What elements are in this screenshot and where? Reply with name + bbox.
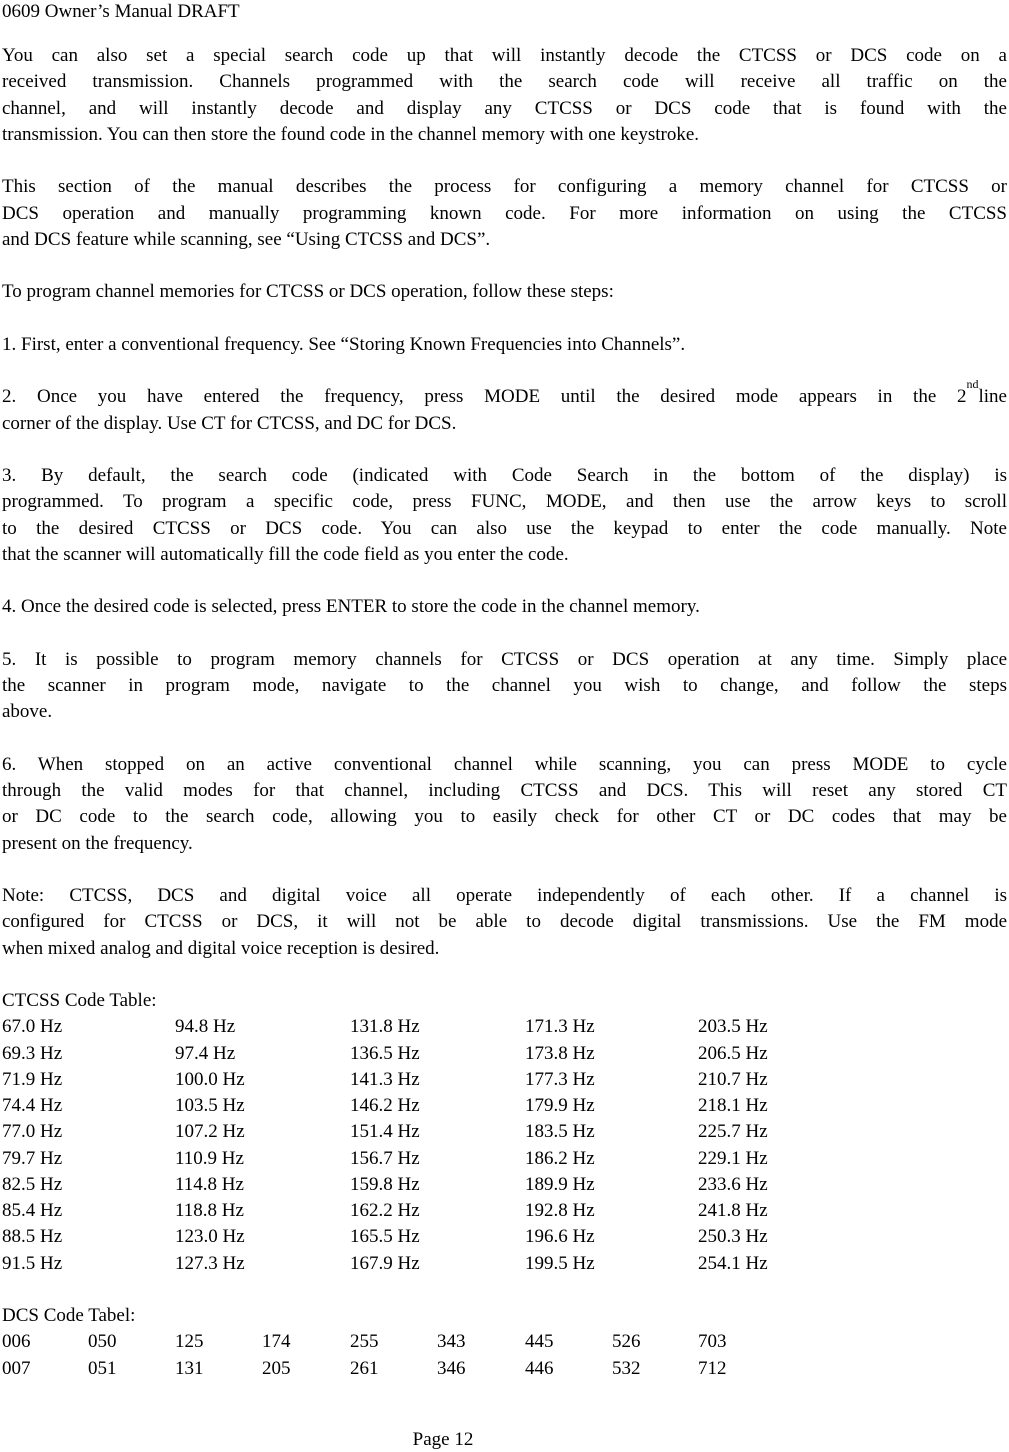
text-line: or DC code to the search code, allowing you to easily check for other CT or DC codes that may be <box>2 806 1007 828</box>
ctcss-code-cell: 71.9 Hz <box>2 1068 63 1090</box>
ctcss-code-cell: 77.0 Hz <box>2 1121 63 1143</box>
table-row <box>2 1067 1007 1093</box>
text-line: To program channel memories for CTCSS or DCS operation, follow these steps: <box>2 281 614 303</box>
dcs-code-cell: 125 <box>175 1331 204 1353</box>
table-row <box>2 1198 1007 1224</box>
ctcss-code-cell: 88.5 Hz <box>2 1226 63 1248</box>
ctcss-code-cell: 156.7 Hz <box>350 1147 420 1169</box>
page-header: 0609 Owner’s Manual DRAFT <box>2 1 240 22</box>
text-line: 4. Once the desired code is selected, press ENTER to store the code in the channel memory. <box>2 596 700 618</box>
ctcss-code-cell: 206.5 Hz <box>698 1042 768 1064</box>
ctcss-code-cell: 183.5 Hz <box>525 1121 595 1143</box>
ctcss-code-cell: 131.8 Hz <box>350 1016 420 1038</box>
ctcss-code-cell: 254.1 Hz <box>698 1252 768 1274</box>
ctcss-code-table <box>2 988 1007 1277</box>
page-number: Page 12 <box>412 1429 474 1450</box>
paragraph <box>2 43 1007 148</box>
dcs-code-cell: 006 <box>2 1331 31 1353</box>
ctcss-code-cell: 167.9 Hz <box>350 1252 420 1274</box>
text-segment: 2. Once you have entered the frequency, press MODE until the desired mode appears in the 2 <box>2 386 967 408</box>
text-line: 5. It is possible to program memory channels for CTCSS or DCS operation at any time. Simply place <box>2 648 1007 670</box>
ctcss-code-cell: 97.4 Hz <box>175 1042 236 1064</box>
text-line: that the scanner will automatically fill the code field as you enter the code. <box>2 543 569 565</box>
text-line: 6. When stopped on an active conventional channel while scanning, you can press MODE to cycle <box>2 753 1007 775</box>
text-line: 3. By default, the search code (indicated with Code Search in the bottom of the display) is <box>2 465 1007 486</box>
paragraph <box>2 594 1007 620</box>
ctcss-code-cell: 91.5 Hz <box>2 1252 63 1274</box>
dcs-code-cell: 007 <box>2 1357 31 1379</box>
ctcss-code-cell: 123.0 Hz <box>175 1226 245 1248</box>
ctcss-code-cell: 210.7 Hz <box>698 1068 768 1090</box>
ctcss-code-cell: 114.8 Hz <box>175 1173 244 1195</box>
table-row <box>2 1224 1007 1250</box>
paragraph <box>2 647 1007 726</box>
ctcss-code-cell: 118.8 Hz <box>175 1200 244 1221</box>
ctcss-code-cell: 107.2 Hz <box>175 1121 245 1143</box>
ctcss-table-title: CTCSS Code Table: <box>2 990 157 1011</box>
text-line: This section of the manual describes the process for configuring a memory channel for CTCSS or <box>2 176 1007 198</box>
text-line: the scanner in program mode, navigate to the channel you wish to change, and follow the steps <box>2 675 1007 696</box>
text-line: programmed. To program a specific code, press FUNC, MODE, and then use the arrow keys to scroll <box>2 491 1007 513</box>
ctcss-code-cell: 189.9 Hz <box>525 1173 595 1195</box>
table-row <box>2 1041 1007 1067</box>
dcs-code-cell: 526 <box>612 1331 641 1353</box>
ctcss-code-cell: 127.3 Hz <box>175 1252 245 1274</box>
ctcss-code-cell: 203.5 Hz <box>698 1016 768 1038</box>
ctcss-code-cell: 186.2 Hz <box>525 1147 595 1169</box>
ctcss-code-cell: 218.1 Hz <box>698 1095 768 1116</box>
ctcss-code-cell: 82.5 Hz <box>2 1173 63 1195</box>
ctcss-code-cell: 79.7 Hz <box>2 1147 63 1169</box>
ctcss-code-cell: 250.3 Hz <box>698 1226 768 1248</box>
dcs-code-cell: 174 <box>262 1331 291 1353</box>
ctcss-code-cell: 100.0 Hz <box>175 1068 245 1090</box>
ctcss-code-cell: 165.5 Hz <box>350 1226 420 1248</box>
text-line: received transmission. Channels programmed with the search code will receive all traffic on the <box>2 71 1007 93</box>
ctcss-code-cell: 171.3 Hz <box>525 1016 595 1038</box>
text-line: to the desired CTCSS or DCS code. You can also use the keypad to enter the code manually. Note <box>2 517 1007 539</box>
paragraph <box>2 332 1007 358</box>
ctcss-code-cell: 67.0 Hz <box>2 1016 63 1038</box>
text-line: transmission. You can then store the found code in the channel memory with one keystroke. <box>2 123 700 145</box>
document-body <box>2 43 1007 1382</box>
table-row <box>2 1093 1007 1119</box>
dcs-code-cell: 261 <box>350 1357 379 1379</box>
text-line: above. <box>2 701 53 723</box>
ctcss-code-cell: 241.8 Hz <box>698 1200 768 1221</box>
text-line: Note: CTCSS, DCS and digital voice all operate independently of each other. If a channel is <box>2 885 1007 906</box>
text-line: present on the frequency. <box>2 832 193 854</box>
ctcss-code-cell: 233.6 Hz <box>698 1173 768 1195</box>
superscript: nd <box>966 377 979 392</box>
ctcss-code-cell: 110.9 Hz <box>175 1147 244 1169</box>
table-row <box>2 1251 1007 1277</box>
dcs-code-cell: 703 <box>698 1331 727 1353</box>
ctcss-code-cell: 136.5 Hz <box>350 1042 420 1064</box>
ctcss-code-cell: 146.2 Hz <box>350 1095 420 1116</box>
table-row <box>2 1356 1007 1382</box>
ctcss-code-cell: 199.5 Hz <box>525 1252 595 1274</box>
dcs-code-cell: 712 <box>698 1357 727 1379</box>
dcs-code-cell: 255 <box>350 1331 379 1353</box>
text-segment: line <box>978 386 1007 408</box>
table-row <box>2 1014 1007 1040</box>
table-row <box>2 1172 1007 1198</box>
ctcss-code-cell: 94.8 Hz <box>175 1016 236 1038</box>
dcs-code-cell: 346 <box>437 1357 466 1379</box>
dcs-code-table <box>2 1303 1007 1382</box>
ctcss-code-cell: 177.3 Hz <box>525 1068 595 1090</box>
paragraph <box>2 883 1007 962</box>
text-line: through the valid modes for that channel, including CTCSS and DCS. This will reset any stored CT <box>2 780 1007 801</box>
dcs-code-cell: 205 <box>262 1357 291 1379</box>
dcs-code-cell: 446 <box>525 1357 554 1379</box>
text-line: 1. First, enter a conventional frequency. See “Storing Known Frequencies into Channels”. <box>2 333 686 355</box>
ctcss-code-cell: 225.7 Hz <box>698 1121 768 1143</box>
dcs-code-cell: 343 <box>437 1331 466 1353</box>
paragraph <box>2 752 1007 857</box>
text-line: and DCS feature while scanning, see “Using CTCSS and DCS”. <box>2 228 491 250</box>
text-line: channel, and will instantly decode and display any CTCSS or DCS code that is found with the <box>2 97 1007 119</box>
table-row <box>2 1329 1007 1355</box>
ctcss-code-cell: 196.6 Hz <box>525 1226 595 1248</box>
ctcss-code-cell: 159.8 Hz <box>350 1173 420 1195</box>
paragraph <box>2 463 1007 568</box>
ctcss-code-cell: 74.4 Hz <box>2 1095 63 1116</box>
ctcss-code-cell: 229.1 Hz <box>698 1147 768 1169</box>
text-line: when mixed analog and digital voice reception is desired. <box>2 937 440 959</box>
dcs-table-title: DCS Code Tabel: <box>2 1305 136 1326</box>
ctcss-code-cell: 141.3 Hz <box>350 1068 420 1090</box>
table-row <box>2 1146 1007 1172</box>
paragraph <box>2 174 1007 253</box>
dcs-code-cell: 532 <box>612 1357 641 1379</box>
paragraph <box>2 279 1007 305</box>
ctcss-code-cell: 173.8 Hz <box>525 1042 595 1064</box>
instructions-section <box>2 43 1007 962</box>
ctcss-code-cell: 151.4 Hz <box>350 1121 420 1143</box>
dcs-code-cell: 131 <box>175 1357 204 1379</box>
dcs-code-cell: 051 <box>88 1357 117 1379</box>
ctcss-code-cell: 69.3 Hz <box>2 1042 63 1064</box>
dcs-code-cell: 050 <box>88 1331 117 1353</box>
ctcss-code-cell: 192.8 Hz <box>525 1200 595 1221</box>
text-line: You can also set a special search code up that will instantly decode the CTCSS or DCS code on a <box>2 45 1007 66</box>
ctcss-code-cell: 85.4 Hz <box>2 1200 63 1221</box>
text-line <box>2 377 1007 410</box>
text-line: DCS operation and manually programming known code. For more information on using the CTCSS <box>2 202 1007 224</box>
text-line: configured for CTCSS or DCS, it will not be able to decode digital transmissions. Use the FM mode <box>2 911 1007 933</box>
ctcss-code-cell: 179.9 Hz <box>525 1095 595 1116</box>
dcs-code-cell: 445 <box>525 1331 554 1353</box>
table-row <box>2 1119 1007 1145</box>
paragraph <box>2 377 1007 437</box>
ctcss-code-cell: 103.5 Hz <box>175 1095 245 1116</box>
ctcss-code-cell: 162.2 Hz <box>350 1200 420 1221</box>
text-line: corner of the display. Use CT for CTCSS, and DC for DCS. <box>2 412 457 434</box>
